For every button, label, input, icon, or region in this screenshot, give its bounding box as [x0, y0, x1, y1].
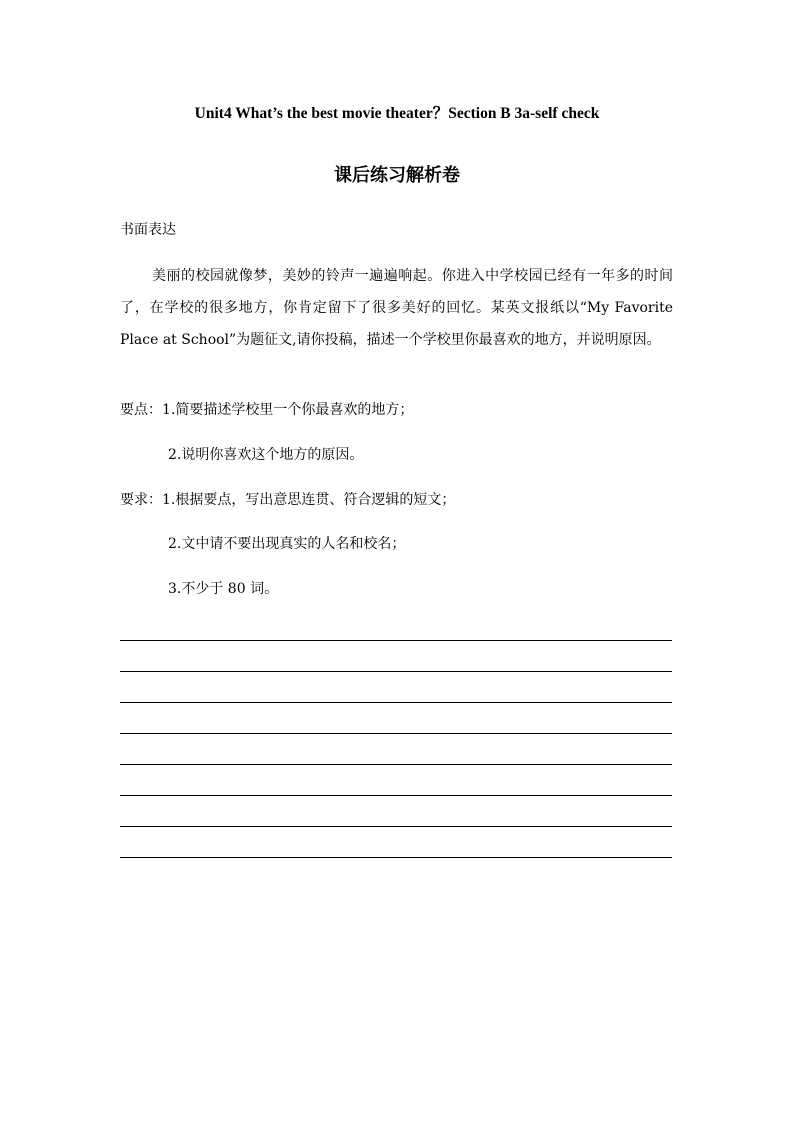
writing-line [120, 795, 672, 796]
page-subtitle: 课后练习解析卷 [334, 165, 460, 186]
requirement-1: 要求：1.根据要点，写出意思连贯、符合逻辑的短文； [120, 492, 456, 508]
prompt-paragraph: 美丽的校园就像梦，美妙的铃声一遍遍响起。你进入中学校园已经有一年多的时间了，在学校的很多地方，你肯定留下了很多美好的回忆。某英文报纸以“My Favorite Place at School”为题征文,请你投稿，描述一个学校里你最喜欢的地方，并说明原因。 [120, 268, 673, 348]
writing-line [120, 640, 672, 641]
writing-line [120, 702, 672, 703]
writing-line [120, 764, 672, 765]
writing-area[interactable] [120, 640, 672, 888]
key-point-1: 要点：1.简要描述学校里一个你最喜欢的地方； [120, 402, 414, 418]
writing-line [120, 826, 672, 827]
writing-line [120, 733, 672, 734]
requirement-3: 3.不少于 80 词。 [168, 581, 279, 597]
page-title: Unit4 What’s the best movie theater？Section B 3a-self check [194, 105, 600, 122]
writing-line [120, 857, 672, 858]
requirement-2: 2.文中请不要出现真实的人名和校名； [168, 536, 406, 552]
section-label: 书面表达 [120, 222, 176, 238]
key-point-2: 2.说明你喜欢这个地方的原因。 [168, 447, 364, 463]
writing-line [120, 671, 672, 672]
